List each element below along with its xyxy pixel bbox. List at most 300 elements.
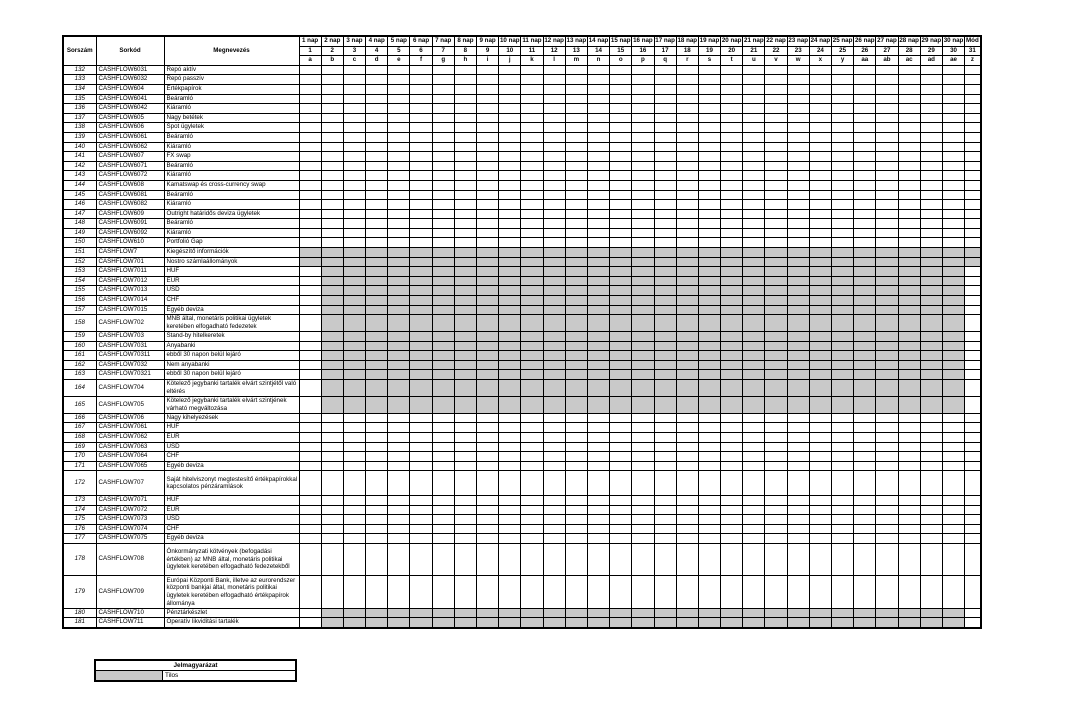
data-cell[interactable] xyxy=(543,200,565,210)
data-cell[interactable] xyxy=(809,515,831,525)
data-cell[interactable] xyxy=(454,442,476,452)
data-cell[interactable] xyxy=(388,219,410,229)
data-cell[interactable] xyxy=(765,576,787,608)
data-cell[interactable] xyxy=(965,618,981,628)
data-cell[interactable] xyxy=(676,496,698,506)
data-cell[interactable] xyxy=(721,452,743,462)
data-cell[interactable] xyxy=(832,84,854,94)
data-cell[interactable] xyxy=(477,113,499,123)
data-cell[interactable] xyxy=(432,75,454,85)
data-cell[interactable] xyxy=(565,452,587,462)
data-cell[interactable] xyxy=(388,423,410,433)
data-cell[interactable] xyxy=(610,84,632,94)
data-cell[interactable] xyxy=(854,123,876,133)
data-cell[interactable] xyxy=(654,543,676,575)
data-cell[interactable] xyxy=(832,219,854,229)
data-cell[interactable] xyxy=(743,413,765,423)
data-cell[interactable] xyxy=(920,433,942,443)
data-cell[interactable] xyxy=(543,209,565,219)
data-cell[interactable] xyxy=(854,505,876,515)
data-cell[interactable] xyxy=(632,433,654,443)
data-cell[interactable] xyxy=(366,113,388,123)
data-cell[interactable] xyxy=(654,496,676,506)
data-cell[interactable] xyxy=(942,200,964,210)
data-cell[interactable] xyxy=(410,505,432,515)
data-cell[interactable] xyxy=(809,171,831,181)
data-cell[interactable] xyxy=(610,209,632,219)
data-cell[interactable] xyxy=(698,534,720,544)
data-cell[interactable] xyxy=(477,228,499,238)
data-cell[interactable] xyxy=(587,576,609,608)
data-cell[interactable] xyxy=(965,152,981,162)
data-cell[interactable] xyxy=(876,200,898,210)
data-cell[interactable] xyxy=(698,576,720,608)
data-cell[interactable] xyxy=(920,152,942,162)
data-cell[interactable] xyxy=(343,524,365,534)
data-cell[interactable] xyxy=(721,496,743,506)
data-cell[interactable] xyxy=(565,84,587,94)
data-cell[interactable] xyxy=(299,471,321,496)
data-cell[interactable] xyxy=(610,104,632,114)
data-cell[interactable] xyxy=(543,152,565,162)
data-cell[interactable] xyxy=(765,161,787,171)
data-cell[interactable] xyxy=(965,380,981,397)
data-cell[interactable] xyxy=(698,433,720,443)
data-cell[interactable] xyxy=(632,75,654,85)
data-cell[interactable] xyxy=(499,142,521,152)
data-cell[interactable] xyxy=(454,534,476,544)
data-cell[interactable] xyxy=(809,113,831,123)
data-cell[interactable] xyxy=(832,171,854,181)
data-cell[interactable] xyxy=(343,219,365,229)
data-cell[interactable] xyxy=(388,132,410,142)
data-cell[interactable] xyxy=(587,461,609,471)
data-cell[interactable] xyxy=(499,471,521,496)
data-cell[interactable] xyxy=(410,452,432,462)
data-cell[interactable] xyxy=(765,433,787,443)
data-cell[interactable] xyxy=(343,238,365,248)
data-cell[interactable] xyxy=(854,534,876,544)
data-cell[interactable] xyxy=(832,442,854,452)
data-cell[interactable] xyxy=(543,461,565,471)
data-cell[interactable] xyxy=(410,94,432,104)
data-cell[interactable] xyxy=(942,104,964,114)
data-cell[interactable] xyxy=(743,471,765,496)
data-cell[interactable] xyxy=(343,576,365,608)
data-cell[interactable] xyxy=(343,433,365,443)
data-cell[interactable] xyxy=(765,84,787,94)
data-cell[interactable] xyxy=(898,515,920,525)
data-cell[interactable] xyxy=(676,471,698,496)
data-cell[interactable] xyxy=(765,505,787,515)
data-cell[interactable] xyxy=(321,238,343,248)
data-cell[interactable] xyxy=(477,505,499,515)
data-cell[interactable] xyxy=(721,152,743,162)
data-cell[interactable] xyxy=(565,534,587,544)
data-cell[interactable] xyxy=(698,65,720,75)
data-cell[interactable] xyxy=(920,161,942,171)
data-cell[interactable] xyxy=(787,180,809,190)
data-cell[interactable] xyxy=(809,423,831,433)
data-cell[interactable] xyxy=(765,200,787,210)
data-cell[interactable] xyxy=(321,524,343,534)
data-cell[interactable] xyxy=(854,238,876,248)
data-cell[interactable] xyxy=(343,142,365,152)
data-cell[interactable] xyxy=(721,200,743,210)
data-cell[interactable] xyxy=(388,190,410,200)
data-cell[interactable] xyxy=(499,576,521,608)
data-cell[interactable] xyxy=(832,75,854,85)
data-cell[interactable] xyxy=(366,94,388,104)
data-cell[interactable] xyxy=(521,132,543,142)
data-cell[interactable] xyxy=(654,515,676,525)
data-cell[interactable] xyxy=(521,413,543,423)
data-cell[interactable] xyxy=(920,219,942,229)
data-cell[interactable] xyxy=(809,132,831,142)
data-cell[interactable] xyxy=(499,423,521,433)
data-cell[interactable] xyxy=(587,123,609,133)
data-cell[interactable] xyxy=(610,496,632,506)
data-cell[interactable] xyxy=(965,113,981,123)
data-cell[interactable] xyxy=(743,190,765,200)
data-cell[interactable] xyxy=(809,200,831,210)
data-cell[interactable] xyxy=(321,515,343,525)
data-cell[interactable] xyxy=(676,132,698,142)
data-cell[interactable] xyxy=(743,442,765,452)
data-cell[interactable] xyxy=(454,543,476,575)
data-cell[interactable] xyxy=(942,75,964,85)
data-cell[interactable] xyxy=(920,123,942,133)
data-cell[interactable] xyxy=(410,442,432,452)
data-cell[interactable] xyxy=(299,190,321,200)
data-cell[interactable] xyxy=(654,104,676,114)
data-cell[interactable] xyxy=(366,200,388,210)
data-cell[interactable] xyxy=(565,471,587,496)
data-cell[interactable] xyxy=(587,228,609,238)
data-cell[interactable] xyxy=(410,104,432,114)
data-cell[interactable] xyxy=(854,576,876,608)
data-cell[interactable] xyxy=(587,219,609,229)
data-cell[interactable] xyxy=(765,442,787,452)
data-cell[interactable] xyxy=(676,94,698,104)
data-cell[interactable] xyxy=(565,423,587,433)
data-cell[interactable] xyxy=(698,238,720,248)
data-cell[interactable] xyxy=(654,576,676,608)
data-cell[interactable] xyxy=(343,200,365,210)
data-cell[interactable] xyxy=(610,200,632,210)
data-cell[interactable] xyxy=(565,94,587,104)
data-cell[interactable] xyxy=(454,433,476,443)
data-cell[interactable] xyxy=(321,84,343,94)
data-cell[interactable] xyxy=(543,190,565,200)
data-cell[interactable] xyxy=(388,200,410,210)
data-cell[interactable] xyxy=(321,132,343,142)
data-cell[interactable] xyxy=(743,180,765,190)
data-cell[interactable] xyxy=(343,190,365,200)
data-cell[interactable] xyxy=(765,413,787,423)
data-cell[interactable] xyxy=(809,505,831,515)
data-cell[interactable] xyxy=(898,152,920,162)
data-cell[interactable] xyxy=(854,142,876,152)
data-cell[interactable] xyxy=(521,524,543,534)
data-cell[interactable] xyxy=(299,305,321,315)
data-cell[interactable] xyxy=(876,515,898,525)
data-cell[interactable] xyxy=(721,228,743,238)
data-cell[interactable] xyxy=(898,132,920,142)
data-cell[interactable] xyxy=(521,180,543,190)
data-cell[interactable] xyxy=(388,152,410,162)
data-cell[interactable] xyxy=(454,123,476,133)
data-cell[interactable] xyxy=(410,200,432,210)
data-cell[interactable] xyxy=(765,496,787,506)
data-cell[interactable] xyxy=(499,75,521,85)
data-cell[interactable] xyxy=(965,209,981,219)
data-cell[interactable] xyxy=(898,209,920,219)
data-cell[interactable] xyxy=(698,123,720,133)
data-cell[interactable] xyxy=(543,142,565,152)
data-cell[interactable] xyxy=(698,471,720,496)
data-cell[interactable] xyxy=(543,113,565,123)
data-cell[interactable] xyxy=(632,238,654,248)
data-cell[interactable] xyxy=(543,104,565,114)
data-cell[interactable] xyxy=(366,104,388,114)
data-cell[interactable] xyxy=(388,113,410,123)
data-cell[interactable] xyxy=(832,132,854,142)
data-cell[interactable] xyxy=(920,228,942,238)
data-cell[interactable] xyxy=(854,104,876,114)
data-cell[interactable] xyxy=(676,113,698,123)
data-cell[interactable] xyxy=(654,171,676,181)
data-cell[interactable] xyxy=(610,442,632,452)
data-cell[interactable] xyxy=(920,132,942,142)
data-cell[interactable] xyxy=(610,132,632,142)
data-cell[interactable] xyxy=(521,171,543,181)
data-cell[interactable] xyxy=(721,413,743,423)
data-cell[interactable] xyxy=(321,171,343,181)
data-cell[interactable] xyxy=(388,161,410,171)
data-cell[interactable] xyxy=(721,94,743,104)
data-cell[interactable] xyxy=(676,152,698,162)
data-cell[interactable] xyxy=(587,104,609,114)
data-cell[interactable] xyxy=(965,286,981,296)
data-cell[interactable] xyxy=(698,228,720,238)
data-cell[interactable] xyxy=(366,461,388,471)
data-cell[interactable] xyxy=(898,433,920,443)
data-cell[interactable] xyxy=(965,423,981,433)
data-cell[interactable] xyxy=(543,442,565,452)
data-cell[interactable] xyxy=(743,534,765,544)
data-cell[interactable] xyxy=(654,180,676,190)
data-cell[interactable] xyxy=(610,65,632,75)
data-cell[interactable] xyxy=(521,433,543,443)
data-cell[interactable] xyxy=(787,84,809,94)
data-cell[interactable] xyxy=(321,104,343,114)
data-cell[interactable] xyxy=(477,200,499,210)
data-cell[interactable] xyxy=(854,219,876,229)
data-cell[interactable] xyxy=(743,496,765,506)
data-cell[interactable] xyxy=(388,75,410,85)
data-cell[interactable] xyxy=(499,123,521,133)
data-cell[interactable] xyxy=(898,113,920,123)
data-cell[interactable] xyxy=(942,219,964,229)
data-cell[interactable] xyxy=(965,190,981,200)
data-cell[interactable] xyxy=(632,171,654,181)
data-cell[interactable] xyxy=(410,132,432,142)
data-cell[interactable] xyxy=(454,132,476,142)
data-cell[interactable] xyxy=(410,238,432,248)
data-cell[interactable] xyxy=(543,452,565,462)
data-cell[interactable] xyxy=(343,104,365,114)
data-cell[interactable] xyxy=(610,113,632,123)
data-cell[interactable] xyxy=(565,515,587,525)
data-cell[interactable] xyxy=(632,190,654,200)
data-cell[interactable] xyxy=(965,524,981,534)
data-cell[interactable] xyxy=(632,142,654,152)
data-cell[interactable] xyxy=(676,423,698,433)
data-cell[interactable] xyxy=(698,180,720,190)
data-cell[interactable] xyxy=(366,180,388,190)
data-cell[interactable] xyxy=(809,75,831,85)
data-cell[interactable] xyxy=(477,65,499,75)
data-cell[interactable] xyxy=(942,238,964,248)
data-cell[interactable] xyxy=(321,180,343,190)
data-cell[interactable] xyxy=(454,180,476,190)
data-cell[interactable] xyxy=(965,228,981,238)
data-cell[interactable] xyxy=(610,228,632,238)
data-cell[interactable] xyxy=(521,442,543,452)
data-cell[interactable] xyxy=(388,209,410,219)
data-cell[interactable] xyxy=(787,524,809,534)
data-cell[interactable] xyxy=(721,534,743,544)
data-cell[interactable] xyxy=(432,171,454,181)
data-cell[interactable] xyxy=(632,442,654,452)
data-cell[interactable] xyxy=(654,534,676,544)
data-cell[interactable] xyxy=(854,113,876,123)
data-cell[interactable] xyxy=(632,534,654,544)
data-cell[interactable] xyxy=(809,219,831,229)
data-cell[interactable] xyxy=(343,152,365,162)
data-cell[interactable] xyxy=(299,396,321,413)
data-cell[interactable] xyxy=(698,113,720,123)
data-cell[interactable] xyxy=(543,524,565,534)
data-cell[interactable] xyxy=(587,524,609,534)
data-cell[interactable] xyxy=(832,104,854,114)
data-cell[interactable] xyxy=(565,142,587,152)
data-cell[interactable] xyxy=(565,442,587,452)
data-cell[interactable] xyxy=(832,65,854,75)
data-cell[interactable] xyxy=(832,461,854,471)
data-cell[interactable] xyxy=(876,132,898,142)
data-cell[interactable] xyxy=(809,209,831,219)
data-cell[interactable] xyxy=(454,94,476,104)
data-cell[interactable] xyxy=(499,132,521,142)
data-cell[interactable] xyxy=(499,461,521,471)
data-cell[interactable] xyxy=(654,413,676,423)
data-cell[interactable] xyxy=(965,65,981,75)
data-cell[interactable] xyxy=(787,515,809,525)
data-cell[interactable] xyxy=(388,228,410,238)
data-cell[interactable] xyxy=(942,442,964,452)
data-cell[interactable] xyxy=(854,209,876,219)
data-cell[interactable] xyxy=(787,152,809,162)
data-cell[interactable] xyxy=(698,219,720,229)
data-cell[interactable] xyxy=(477,461,499,471)
data-cell[interactable] xyxy=(854,171,876,181)
data-cell[interactable] xyxy=(454,161,476,171)
data-cell[interactable] xyxy=(388,65,410,75)
data-cell[interactable] xyxy=(854,84,876,94)
data-cell[interactable] xyxy=(876,152,898,162)
data-cell[interactable] xyxy=(676,219,698,229)
data-cell[interactable] xyxy=(920,209,942,219)
data-cell[interactable] xyxy=(832,209,854,219)
data-cell[interactable] xyxy=(299,413,321,423)
data-cell[interactable] xyxy=(743,104,765,114)
data-cell[interactable] xyxy=(366,132,388,142)
data-cell[interactable] xyxy=(942,152,964,162)
data-cell[interactable] xyxy=(388,123,410,133)
data-cell[interactable] xyxy=(477,84,499,94)
data-cell[interactable] xyxy=(743,84,765,94)
data-cell[interactable] xyxy=(410,496,432,506)
data-cell[interactable] xyxy=(610,152,632,162)
data-cell[interactable] xyxy=(898,200,920,210)
data-cell[interactable] xyxy=(388,576,410,608)
data-cell[interactable] xyxy=(477,452,499,462)
data-cell[interactable] xyxy=(388,413,410,423)
data-cell[interactable] xyxy=(432,190,454,200)
data-cell[interactable] xyxy=(942,423,964,433)
data-cell[interactable] xyxy=(299,534,321,544)
data-cell[interactable] xyxy=(743,171,765,181)
data-cell[interactable] xyxy=(942,433,964,443)
data-cell[interactable] xyxy=(454,190,476,200)
data-cell[interactable] xyxy=(698,142,720,152)
data-cell[interactable] xyxy=(432,524,454,534)
data-cell[interactable] xyxy=(477,171,499,181)
data-cell[interactable] xyxy=(343,65,365,75)
data-cell[interactable] xyxy=(454,171,476,181)
data-cell[interactable] xyxy=(521,75,543,85)
data-cell[interactable] xyxy=(587,534,609,544)
data-cell[interactable] xyxy=(299,332,321,342)
data-cell[interactable] xyxy=(299,113,321,123)
data-cell[interactable] xyxy=(610,123,632,133)
data-cell[interactable] xyxy=(343,84,365,94)
data-cell[interactable] xyxy=(898,576,920,608)
data-cell[interactable] xyxy=(521,65,543,75)
data-cell[interactable] xyxy=(565,576,587,608)
data-cell[interactable] xyxy=(765,152,787,162)
data-cell[interactable] xyxy=(521,543,543,575)
data-cell[interactable] xyxy=(854,524,876,534)
data-cell[interactable] xyxy=(787,113,809,123)
data-cell[interactable] xyxy=(832,576,854,608)
data-cell[interactable] xyxy=(299,142,321,152)
data-cell[interactable] xyxy=(676,442,698,452)
data-cell[interactable] xyxy=(454,238,476,248)
data-cell[interactable] xyxy=(521,152,543,162)
data-cell[interactable] xyxy=(965,360,981,370)
data-cell[interactable] xyxy=(366,433,388,443)
data-cell[interactable] xyxy=(321,152,343,162)
data-cell[interactable] xyxy=(920,190,942,200)
data-cell[interactable] xyxy=(410,576,432,608)
data-cell[interactable] xyxy=(499,505,521,515)
data-cell[interactable] xyxy=(876,171,898,181)
data-cell[interactable] xyxy=(521,423,543,433)
data-cell[interactable] xyxy=(942,123,964,133)
